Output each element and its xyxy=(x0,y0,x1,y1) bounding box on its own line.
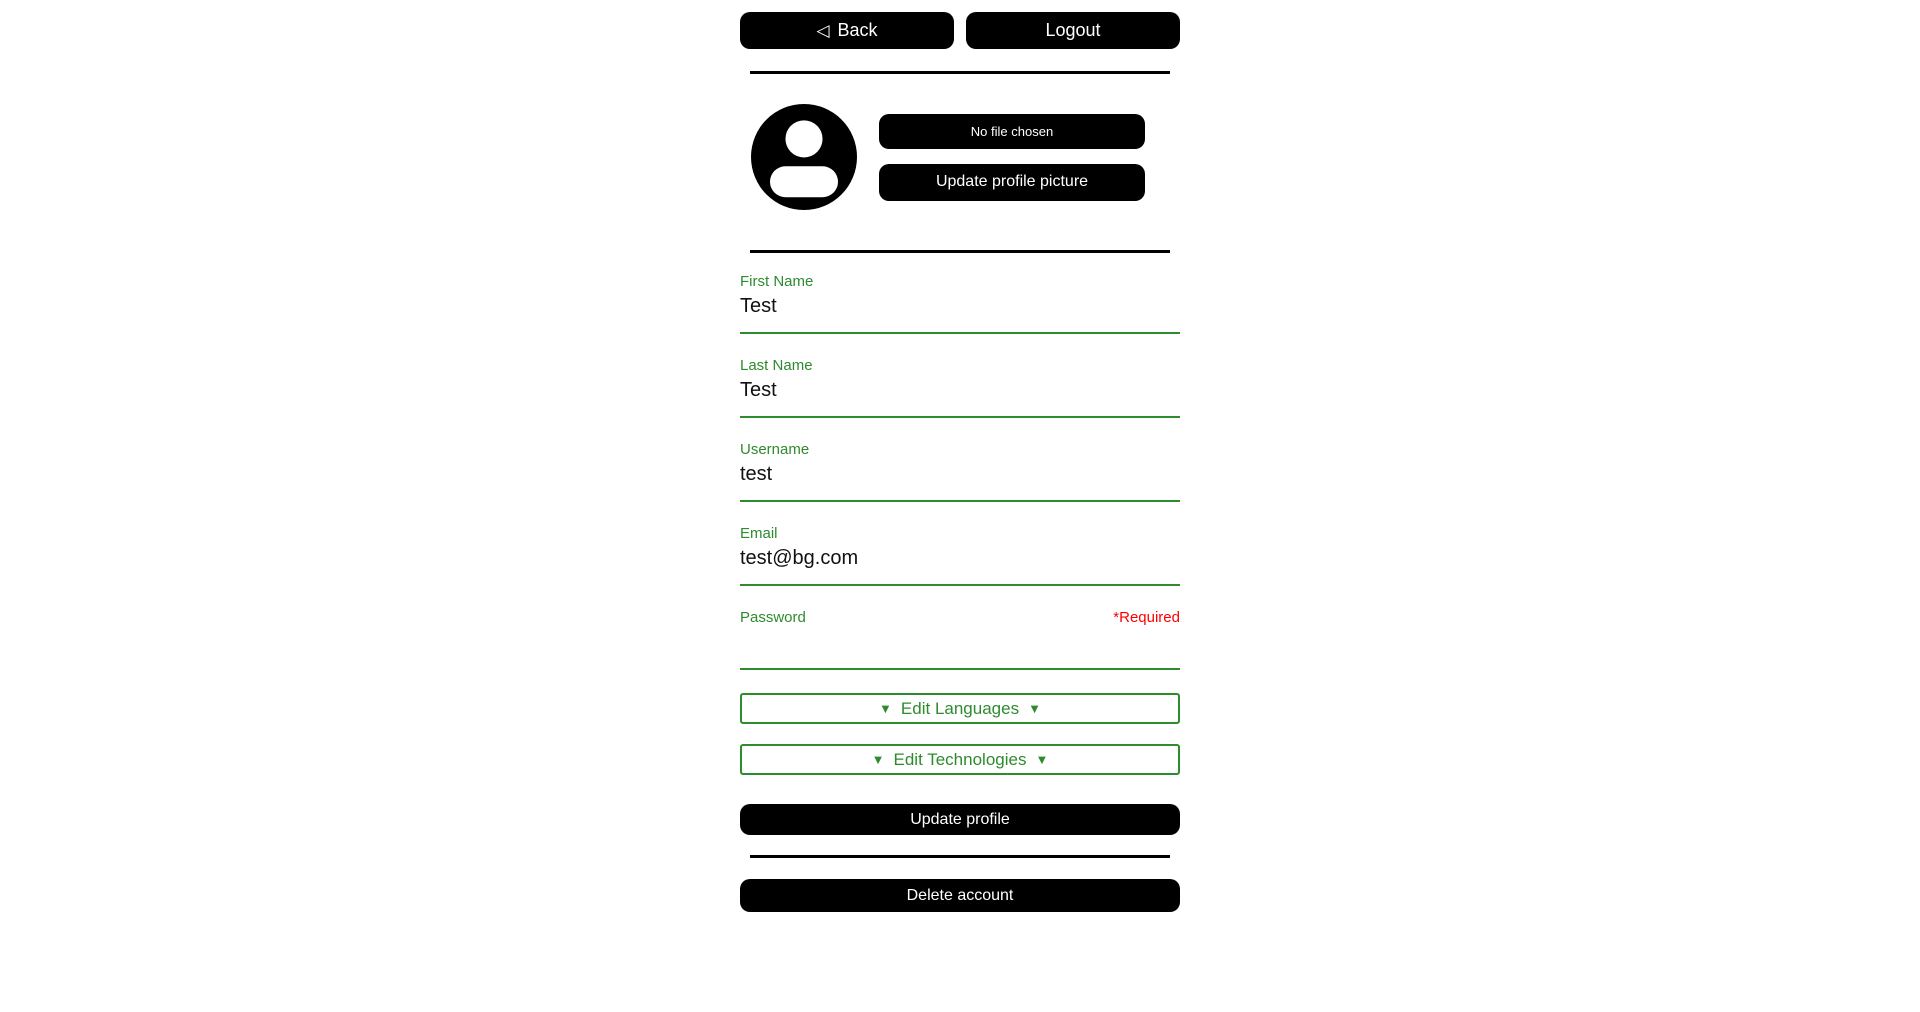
update-profile-picture-label: Update profile picture xyxy=(935,173,1089,190)
edit-technologies-button[interactable] xyxy=(740,744,1180,775)
username-label: Username xyxy=(740,441,810,458)
chevron-down-icon: ▼ xyxy=(879,701,892,716)
chevron-down-icon: ▼ xyxy=(1035,752,1049,767)
first-name-input[interactable] xyxy=(740,291,1180,334)
username-field-group xyxy=(740,441,1180,502)
chevron-down-icon: ▼ xyxy=(1028,701,1041,716)
first-name-label: First Name xyxy=(740,273,814,290)
password-required-note: *Required xyxy=(1113,609,1180,626)
edit-languages-button[interactable] xyxy=(740,693,1180,724)
username-input[interactable] xyxy=(740,459,1180,502)
last-name-input[interactable] xyxy=(740,375,1180,418)
edit-languages-label: Edit Languages xyxy=(900,698,1020,718)
delete-account-button[interactable] xyxy=(740,879,1180,912)
profile-form xyxy=(740,273,1180,912)
update-profile-label: Update profile xyxy=(910,810,1010,828)
first-name-field-group xyxy=(740,273,1180,334)
password-field-group xyxy=(740,609,1180,670)
delete-account-label: Delete account xyxy=(906,886,1014,904)
picture-button-group xyxy=(879,114,1145,201)
last-name-label: Last Name xyxy=(740,357,813,374)
back-button[interactable] xyxy=(740,12,954,49)
logout-button-label: Logout xyxy=(1045,20,1101,40)
email-field-group xyxy=(740,525,1180,586)
password-input[interactable] xyxy=(740,627,1180,670)
file-chosen-label: No file chosen xyxy=(970,123,1054,139)
divider xyxy=(750,250,1170,253)
person-icon xyxy=(751,104,857,210)
file-upload-input[interactable] xyxy=(879,114,1145,149)
last-name-field-group xyxy=(740,357,1180,418)
email-label: Email xyxy=(740,525,778,542)
update-profile-button[interactable] xyxy=(740,804,1180,835)
password-label: Password xyxy=(740,609,806,626)
logout-button[interactable] xyxy=(966,12,1180,49)
divider xyxy=(750,71,1170,74)
update-profile-picture-button[interactable] xyxy=(879,164,1145,201)
divider xyxy=(750,855,1170,858)
chevron-down-icon: ▼ xyxy=(871,752,885,767)
top-button-row xyxy=(740,12,1180,49)
avatar xyxy=(751,104,857,210)
profile-picture-section xyxy=(740,104,1180,210)
email-input[interactable] xyxy=(740,543,1180,586)
profile-page xyxy=(740,0,1180,912)
edit-technologies-label: Edit Technologies xyxy=(893,749,1027,769)
back-button-label: Back xyxy=(837,20,878,40)
back-arrow-icon: ◁ xyxy=(816,21,830,40)
